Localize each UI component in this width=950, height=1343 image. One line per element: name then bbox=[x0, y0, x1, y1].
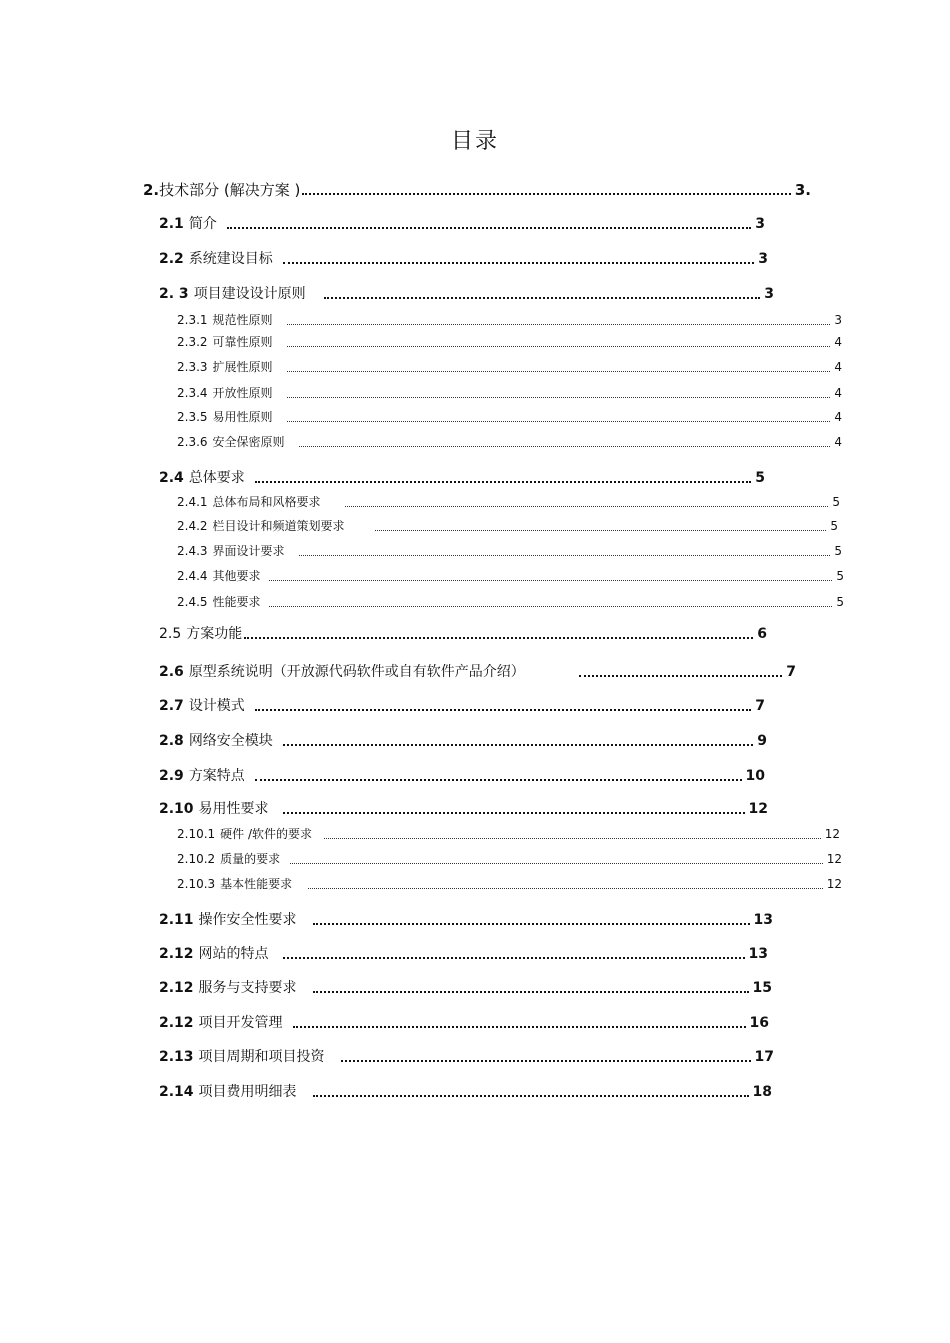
toc-leader-dots bbox=[283, 262, 754, 264]
toc-entry-number: 2.10.1 bbox=[177, 827, 216, 841]
toc-entry[interactable] bbox=[177, 357, 842, 377]
toc-entry-page: 4 bbox=[834, 335, 842, 349]
toc-entry[interactable] bbox=[159, 696, 765, 716]
toc-entry-page: 18 bbox=[752, 1084, 772, 1100]
toc-entry-title: 简介 bbox=[188, 216, 217, 232]
toc-entry-number: 2.10.3 bbox=[177, 877, 216, 891]
toc-entry-page: 3. bbox=[794, 181, 811, 199]
toc-entry[interactable] bbox=[159, 910, 773, 930]
toc-entry[interactable] bbox=[159, 284, 774, 304]
toc-entry-number: 2.8 bbox=[159, 733, 184, 749]
toc-leader-dots bbox=[244, 637, 753, 639]
toc-leader-dots bbox=[255, 779, 742, 781]
toc-entry[interactable] bbox=[159, 944, 768, 964]
toc-leader-dots bbox=[283, 957, 745, 959]
toc-entry-title: 扩展性原则 bbox=[212, 360, 273, 374]
toc-entry-title: 服务与支持要求 bbox=[198, 980, 297, 996]
toc-entry-page: 4 bbox=[834, 360, 842, 374]
toc-entry[interactable] bbox=[159, 1082, 772, 1102]
toc-entry[interactable] bbox=[159, 624, 767, 644]
toc-entry-page: 13 bbox=[753, 912, 773, 928]
toc-entry[interactable] bbox=[177, 310, 842, 330]
toc-entry[interactable] bbox=[159, 214, 765, 234]
toc-entry[interactable] bbox=[177, 407, 842, 427]
toc-entry-title: 性能要求 bbox=[212, 595, 261, 609]
toc-leader-dots bbox=[283, 744, 753, 746]
toc-entry-title: 技术部分 (解决方案 ) bbox=[159, 181, 301, 199]
toc-leader-dots bbox=[308, 888, 823, 889]
toc-entry-title: 总体布局和风格要求 bbox=[212, 495, 321, 509]
toc-entry-title: 硬件 /软件的要求 bbox=[220, 827, 313, 841]
toc-entry-page: 3 bbox=[764, 286, 774, 302]
toc-entry-title: 界面设计要求 bbox=[212, 544, 285, 558]
toc-entry-title: 方案功能 bbox=[186, 626, 243, 642]
toc-entry-number: 2.10.2 bbox=[177, 852, 216, 866]
toc-entry-title: 设计模式 bbox=[188, 698, 245, 714]
toc-leader-dots bbox=[324, 297, 761, 299]
toc-entry[interactable] bbox=[177, 849, 842, 869]
toc-entry[interactable] bbox=[159, 249, 768, 269]
toc-entry[interactable] bbox=[177, 516, 838, 536]
toc-entry-page: 5 bbox=[832, 495, 840, 509]
toc-entry-number: 2.12 bbox=[159, 946, 194, 962]
toc-entry-page: 3 bbox=[834, 313, 842, 327]
toc-leader-dots bbox=[313, 1095, 749, 1097]
toc-leader-dots bbox=[313, 991, 749, 993]
toc-leader-dots bbox=[287, 346, 831, 347]
toc-entry-page: 5 bbox=[755, 470, 765, 486]
toc-leader-dots bbox=[293, 1026, 746, 1028]
toc-entry-page: 10 bbox=[745, 768, 765, 784]
toc-entry-title: 易用性原则 bbox=[212, 410, 273, 424]
toc-entry-page: 4 bbox=[834, 435, 842, 449]
toc-entry-page: 16 bbox=[749, 1015, 769, 1031]
toc-entry-page: 5 bbox=[834, 544, 842, 558]
toc-entry-page: 3 bbox=[758, 251, 768, 267]
toc-entry-number: 2.9 bbox=[159, 768, 184, 784]
toc-leader-dots bbox=[302, 193, 790, 195]
toc-entry[interactable] bbox=[177, 541, 842, 561]
toc-leader-dots bbox=[269, 580, 833, 581]
toc-leader-dots bbox=[283, 812, 745, 814]
toc-entry-title: 网络安全模块 bbox=[188, 733, 273, 749]
toc-entry-title: 系统建设目标 bbox=[188, 251, 273, 267]
toc-entry-page: 7 bbox=[755, 698, 765, 714]
toc-entry[interactable] bbox=[177, 592, 844, 612]
toc-entry-title: 原型系统说明（开放源代码软件或自有软件产品介绍） bbox=[188, 664, 525, 680]
toc-entry[interactable] bbox=[177, 824, 840, 844]
toc-entry-number: 2.12 bbox=[159, 1015, 194, 1031]
toc-leader-dots bbox=[287, 421, 831, 422]
toc-entry-number: 2.3.2 bbox=[177, 335, 208, 349]
toc-entry-title: 操作安全性要求 bbox=[198, 912, 297, 928]
toc-entry[interactable] bbox=[177, 566, 844, 586]
toc-leader-dots bbox=[341, 1060, 751, 1062]
toc-entry-title: 方案特点 bbox=[188, 768, 245, 784]
toc-leader-dots bbox=[345, 506, 829, 507]
toc-leader-dots bbox=[227, 227, 751, 229]
toc-entry-title: 基本性能要求 bbox=[220, 877, 293, 891]
toc-leader-dots bbox=[287, 397, 831, 398]
toc-entry[interactable] bbox=[159, 766, 765, 786]
toc-entry-page: 7 bbox=[786, 664, 796, 680]
toc-entry[interactable] bbox=[177, 874, 842, 894]
toc-entry-number: 2.3.5 bbox=[177, 410, 208, 424]
toc-entry-number: 2.4.1 bbox=[177, 495, 208, 509]
toc-entry-number: 2.2 bbox=[159, 251, 184, 267]
toc-entry-title: 栏目设计和频道策划要求 bbox=[212, 519, 345, 533]
toc-entry-title: 网站的特点 bbox=[198, 946, 269, 962]
toc-entry-title: 易用性要求 bbox=[198, 801, 269, 817]
toc-entry-number: 2.14 bbox=[159, 1084, 194, 1100]
toc-leader-dots bbox=[287, 324, 831, 325]
toc-entry-page: 17 bbox=[754, 1049, 774, 1065]
toc-entry-page: 9 bbox=[757, 733, 767, 749]
toc-entry-page: 13 bbox=[748, 946, 768, 962]
toc-entry-page: 12 bbox=[824, 827, 840, 841]
toc-leader-dots bbox=[255, 709, 751, 711]
toc-entry-page: 12 bbox=[826, 852, 842, 866]
toc-leader-dots bbox=[579, 675, 782, 677]
toc-entry-title: 安全保密原则 bbox=[212, 435, 285, 449]
toc-entry[interactable] bbox=[159, 799, 768, 819]
toc-entry-number: 2.4.4 bbox=[177, 569, 208, 583]
toc-leader-dots bbox=[269, 606, 833, 607]
toc-entry[interactable] bbox=[177, 332, 842, 352]
toc-entry-number: 2.13 bbox=[159, 1049, 194, 1065]
toc-entry-page: 6 bbox=[757, 626, 767, 642]
toc-entry-title: 项目开发管理 bbox=[198, 1015, 283, 1031]
toc-entry-number: 2.5 bbox=[159, 626, 182, 642]
toc-leader-dots bbox=[255, 481, 751, 483]
toc-entry[interactable] bbox=[177, 432, 842, 452]
toc-entry-number: 2.10 bbox=[159, 801, 194, 817]
toc-entry[interactable] bbox=[159, 1013, 769, 1033]
toc-entry-number: 2.7 bbox=[159, 698, 184, 714]
toc-entry[interactable] bbox=[143, 180, 811, 200]
toc-entry-page: 4 bbox=[834, 410, 842, 424]
toc-entry-title: 开放性原则 bbox=[212, 386, 273, 400]
toc-entry-number: 2.6 bbox=[159, 664, 184, 680]
toc-entry[interactable] bbox=[159, 731, 767, 751]
toc-leader-dots bbox=[299, 446, 831, 447]
toc-entry-number: 2.3.6 bbox=[177, 435, 208, 449]
toc-entry-number: 2.4.2 bbox=[177, 519, 208, 533]
toc-entry[interactable] bbox=[159, 662, 796, 682]
toc-entry-title: 总体要求 bbox=[188, 470, 245, 486]
toc-leader-dots bbox=[313, 923, 750, 925]
toc-title: 目录 bbox=[450, 129, 499, 154]
toc-entry-title: 项目费用明细表 bbox=[198, 1084, 297, 1100]
toc-entry-title: 项目周期和项目投资 bbox=[198, 1049, 325, 1065]
toc-entry-page: 5 bbox=[836, 569, 844, 583]
toc-entry-number: 2.12 bbox=[159, 980, 194, 996]
toc-entry-number: 2.3.4 bbox=[177, 386, 208, 400]
toc-entry-number: 2.3.3 bbox=[177, 360, 208, 374]
toc-entry-number: 2.4.3 bbox=[177, 544, 208, 558]
toc-leader-dots bbox=[324, 838, 821, 839]
toc-entry-number: 2.3.1 bbox=[177, 313, 208, 327]
toc-leader-dots bbox=[375, 530, 827, 531]
toc-entry-number: 2.1 bbox=[159, 216, 184, 232]
toc-entry-page: 12 bbox=[748, 801, 768, 817]
toc-entry-title: 其他要求 bbox=[212, 569, 261, 583]
toc-entry-page: 15 bbox=[752, 980, 772, 996]
toc-leader-dots bbox=[299, 555, 831, 556]
toc-entry-page: 12 bbox=[826, 877, 842, 891]
toc-entry-number: 2. 3 bbox=[159, 286, 189, 302]
toc-entry-title: 质量的要求 bbox=[220, 852, 281, 866]
toc-entry-title: 规范性原则 bbox=[212, 313, 273, 327]
toc-entry[interactable] bbox=[177, 383, 842, 403]
toc-entry[interactable] bbox=[159, 978, 772, 998]
toc-entry-page: 3 bbox=[755, 216, 765, 232]
toc-entry-number: 2.4.5 bbox=[177, 595, 208, 609]
toc-entry-page: 5 bbox=[836, 595, 844, 609]
toc-entry-title: 可靠性原则 bbox=[212, 335, 273, 349]
toc-entry[interactable] bbox=[159, 468, 765, 488]
toc-entry-number: 2. bbox=[143, 181, 160, 199]
toc-entry[interactable] bbox=[159, 1047, 774, 1067]
toc-leader-dots bbox=[287, 371, 831, 372]
toc-entry-number: 2.4 bbox=[159, 470, 184, 486]
toc-entry-number: 2.11 bbox=[159, 912, 194, 928]
toc-entry-page: 4 bbox=[834, 386, 842, 400]
toc-entry[interactable] bbox=[177, 492, 840, 512]
toc-leader-dots bbox=[290, 863, 823, 864]
toc-entry-page: 5 bbox=[830, 519, 838, 533]
toc-entry-title: 项目建设设计原则 bbox=[193, 286, 306, 302]
